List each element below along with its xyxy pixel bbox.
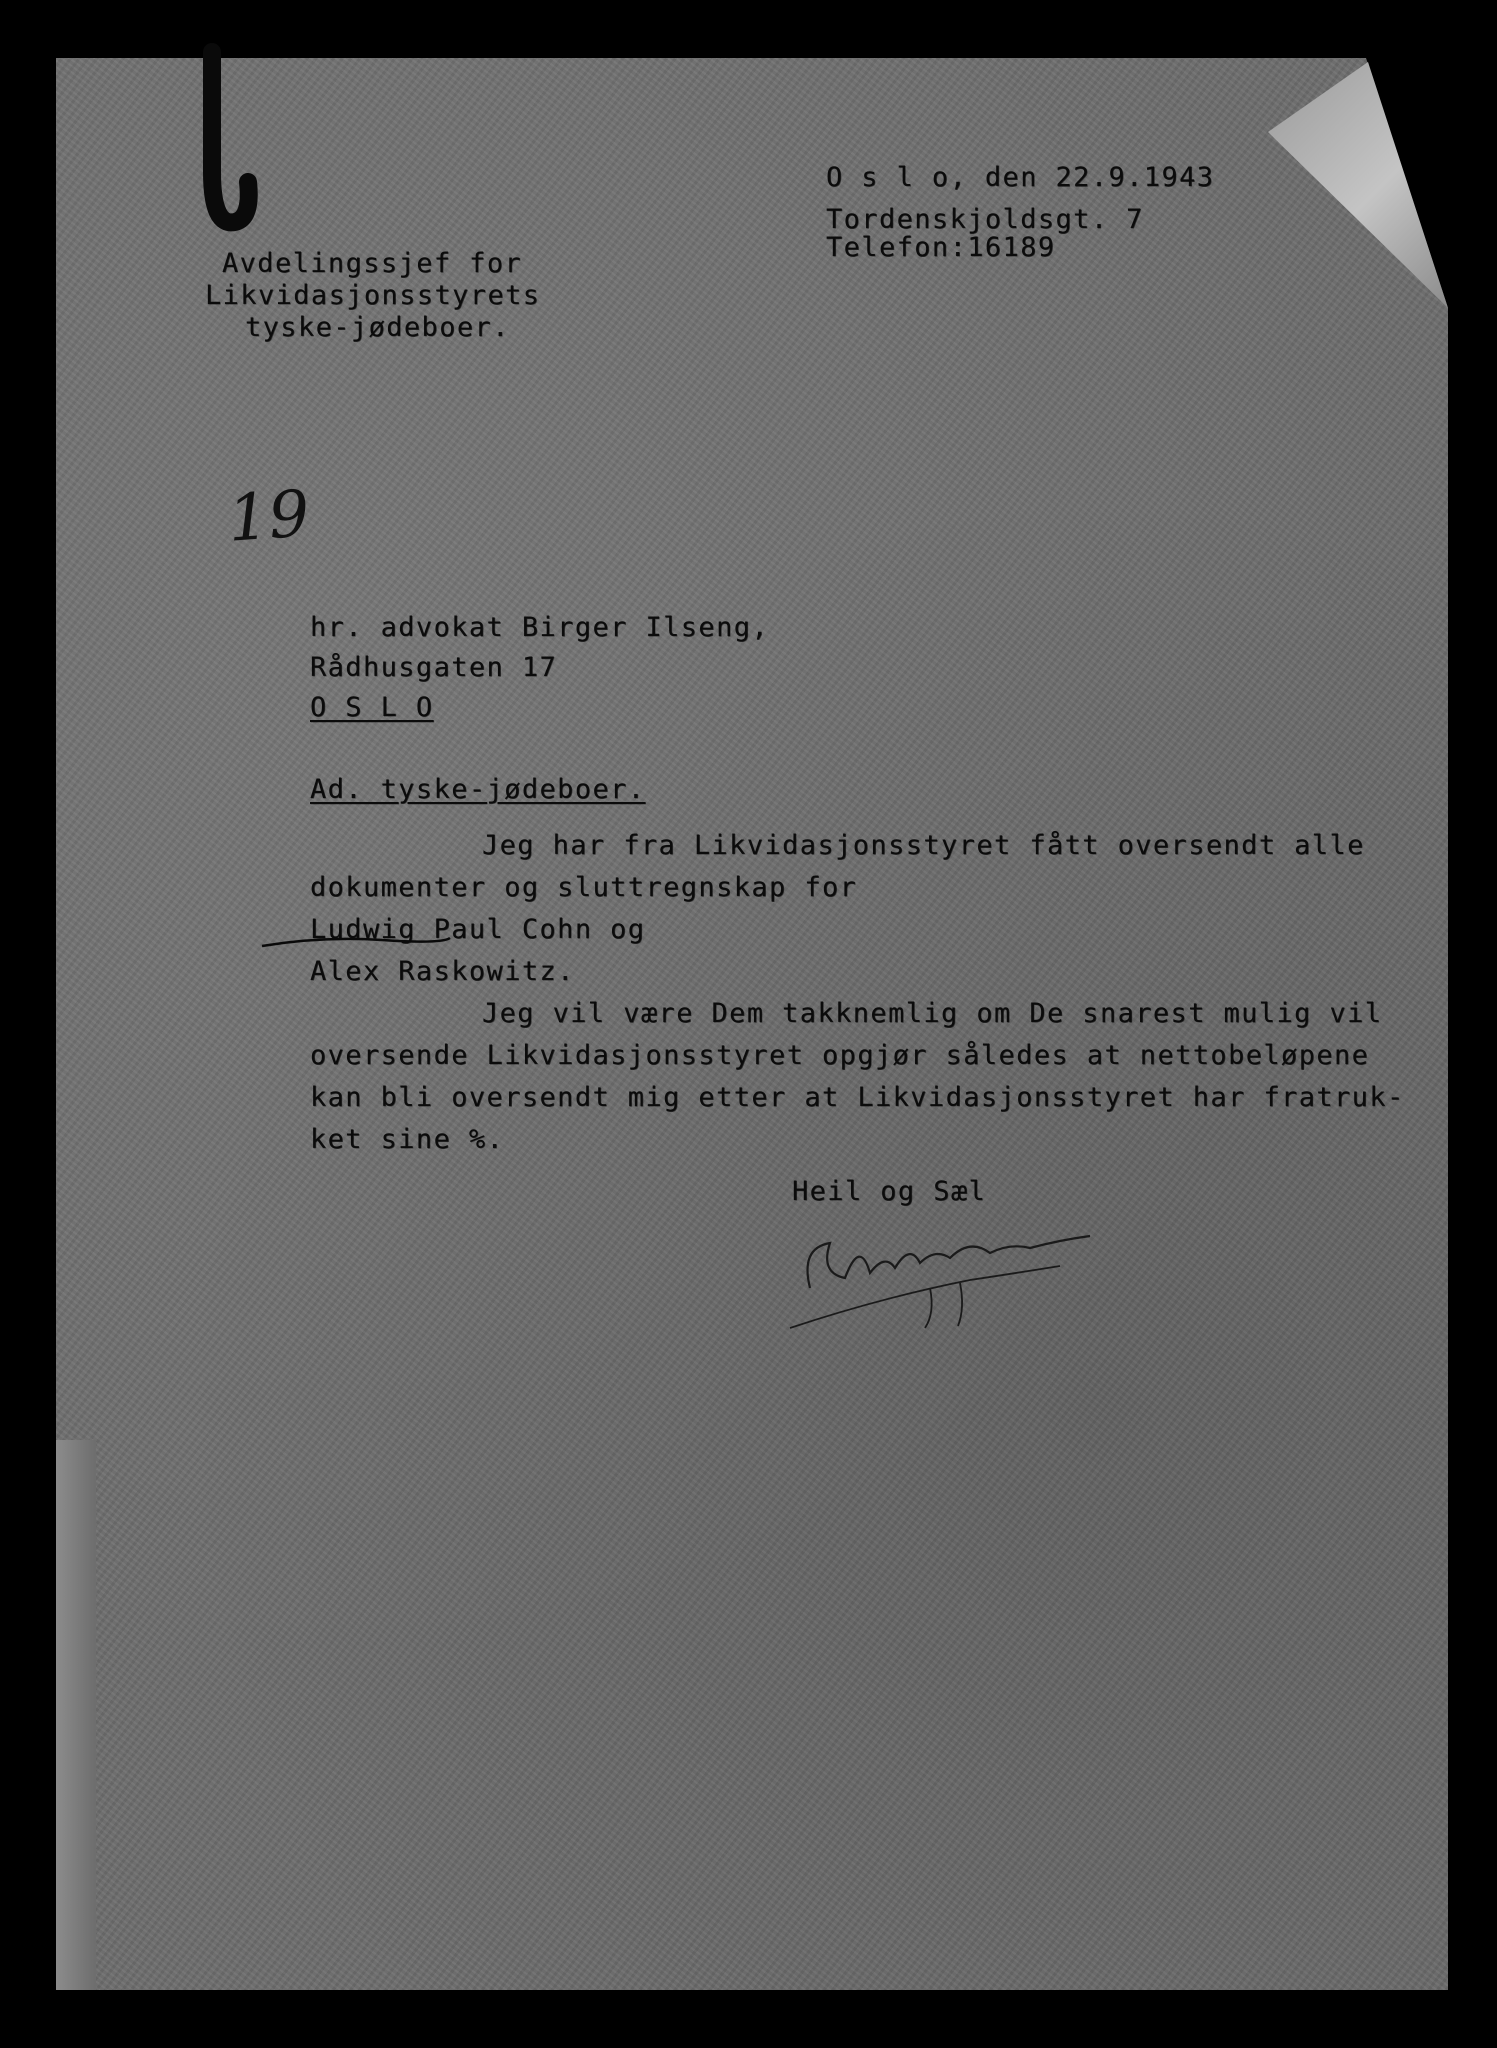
pen-underline: [262, 934, 452, 950]
subject-line: Ad. tyske-jødeboer.: [310, 774, 646, 805]
place-date: O s l o, den 22.9.1943: [826, 162, 1215, 193]
handwritten-number: 19: [225, 477, 312, 557]
body-p2-line1: Jeg vil være Dem takknemlig om De snarest mulig vil: [482, 998, 1383, 1029]
sender-line-1: Avdelingssjef for: [222, 248, 523, 279]
body-p2-line3: kan bli oversendt mig etter at Likvidasjonsstyret har fratruk-: [310, 1082, 1405, 1113]
body-name-2: Alex Raskowitz.: [310, 956, 575, 987]
sender-street: Tordenskjoldsgt. 7: [826, 204, 1144, 235]
body-name-1: Ludwig Paul Cohn og: [310, 914, 646, 945]
recipient-name: hr. advokat Birger Ilseng,: [310, 612, 770, 643]
body-p1-line2: dokumenter og sluttregnskap for: [310, 872, 858, 903]
sender-line-3: tyske-jødeboer.: [245, 312, 510, 343]
signature: [760, 1218, 1140, 1338]
sender-phone: Telefon:16189: [826, 232, 1056, 263]
body-p2-line4: ket sine %.: [310, 1124, 505, 1155]
sender-line-2: Likvidasjonsstyrets: [205, 280, 541, 311]
ink-hook-mark: [190, 52, 270, 242]
body-p2-line2: oversende Likvidasjonsstyret opgjør således at nettobeløpene: [310, 1040, 1370, 1071]
recipient-city: O S L O: [310, 692, 434, 723]
body-p1-line1: Jeg har fra Likvidasjonsstyret fått oversendt alle: [482, 830, 1365, 861]
recipient-street: Rådhusgaten 17: [310, 652, 558, 683]
closing-salutation: Heil og Sæl: [792, 1176, 987, 1207]
paper-edge-strip: [56, 1440, 96, 1990]
